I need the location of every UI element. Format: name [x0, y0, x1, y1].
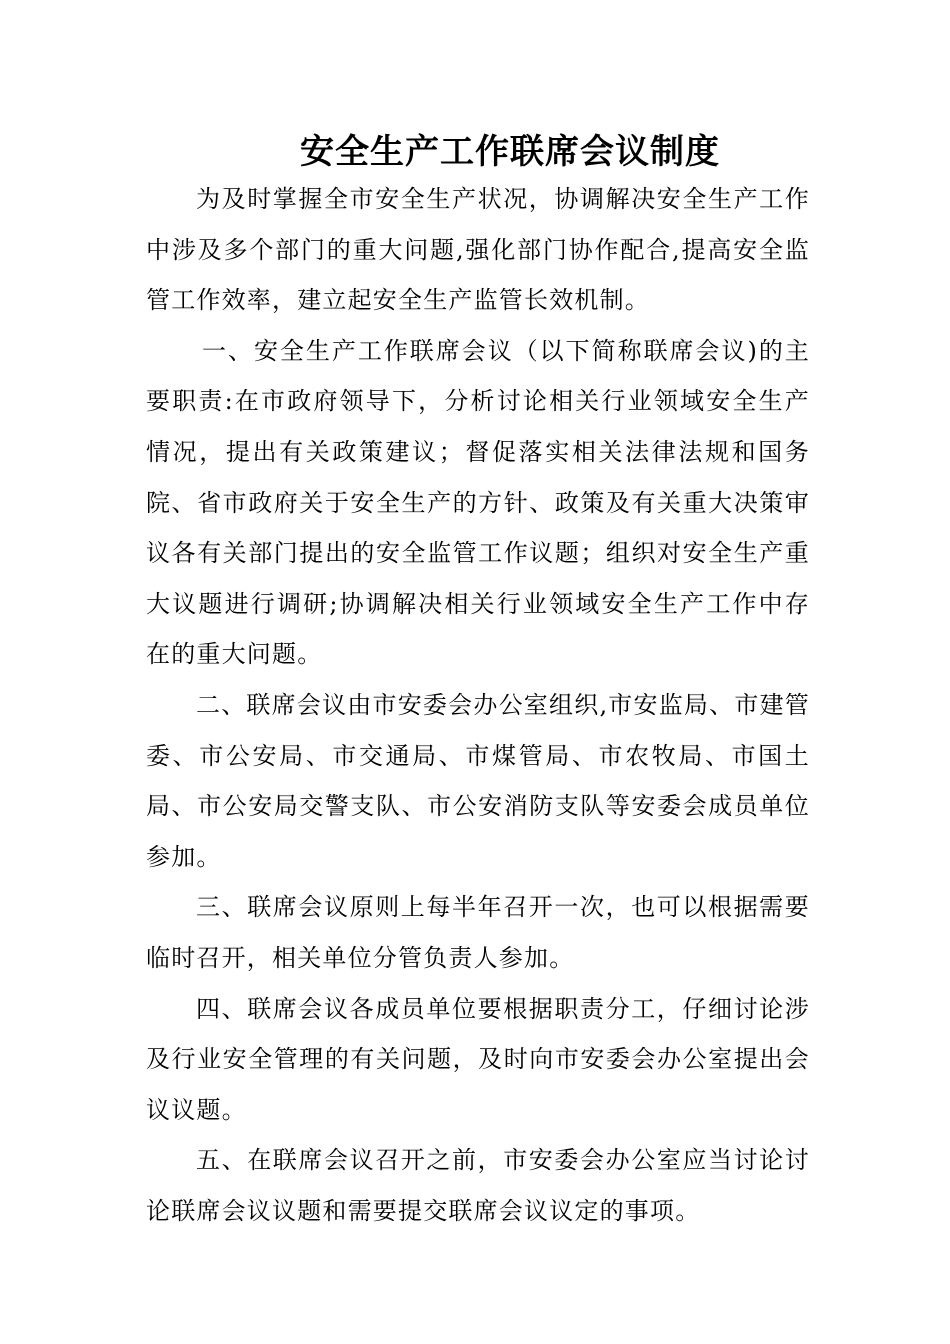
paragraph-intro: 为及时掌握全市安全生产状况，协调解决安全生产工作中涉及多个部门的重大问题,强化部门协作配合,提高安全监管工作效率，建立起安全生产监管长效机制。 — [146, 185, 810, 315]
paragraph-item-1: 一、安全生产工作联席会议（以下简称联席会议)的主要职责:在市政府领导下，分析讨论相关行业领域安全生产情况，提出有关政策建议；督促落实相关法律法规和国务院、省市政府关于安全生产的方针、政策及有关重大决策审议各有关部门提出的安全监管工作议题；组织对安全生产重大议题进行调研;协调解决相关行业领域安全生产工作中存在的重大问题。 — [146, 336, 810, 669]
document-title: 安全生产工作联席会议制度 — [300, 132, 720, 172]
paragraph-item-4: 四、联席会议各成员单位要根据职责分工，仔细讨论涉及行业安全管理的有关问题，及时向市安委会办公室提出会议议题。 — [146, 994, 810, 1124]
document-body — [146, 174, 810, 1236]
paragraph-item-5: 五、在联席会议召开之前，市安委会办公室应当讨论讨论联席会议议题和需要提交联席会议议定的事项。 — [146, 1146, 810, 1225]
paragraph-item-3: 三、联席会议原则上每半年召开一次，也可以根据需要临时召开，相关单位分管负责人参加。 — [146, 893, 810, 972]
paragraph-item-2: 二、联席会议由市安委会办公室组织,市安监局、市建管委、市公安局、市交通局、市煤管局、市农牧局、市国土局、市公安局交警支队、市公安消防支队等安委会成员单位参加。 — [146, 690, 810, 871]
